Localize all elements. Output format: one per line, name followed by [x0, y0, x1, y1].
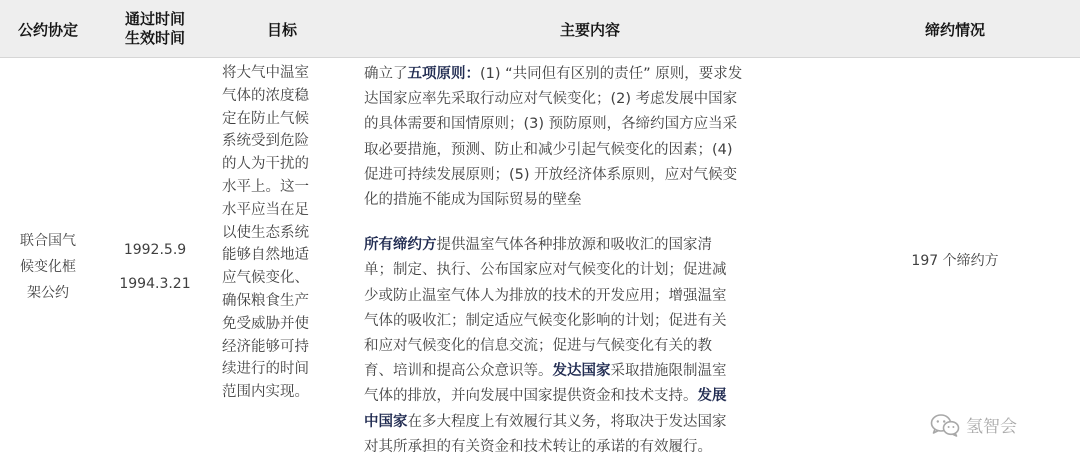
agreement-name: [0, 58, 96, 475]
goal-line: 以使生态系统: [222, 224, 309, 241]
content-line: 对其所承担的有关资金和技术转让的承诺的有效履行。: [364, 438, 712, 455]
goal-line: 应气候变化、: [222, 270, 309, 287]
content-line: [364, 410, 830, 435]
content-line: 和应对气候变化的信息交流；促进与气候变化有关的教: [364, 338, 712, 355]
content-line: 达国家应率先采取行动应对气候变化；(2) 考虑发展中国家: [364, 91, 738, 108]
content-fragment: 育、培训和提高公众意识等。: [364, 363, 553, 380]
content-line: 气体的吸收汇；制定适应气候变化影响的计划；促进有关: [364, 312, 727, 329]
parties-count: 197 个缔约方: [911, 253, 999, 269]
adopted-date: 1992.5.9: [123, 241, 187, 258]
goal-line: 续进行的时间: [222, 361, 309, 378]
agreement-name-line: 联合国气: [20, 232, 76, 249]
goal-line: 水平上。这一: [222, 178, 309, 195]
principles-prefix: 确立了: [364, 66, 408, 82]
obligations-line-rest: 提供温室气体各种排放源和吸收汇的国家清: [436, 237, 712, 254]
content-line: [364, 233, 830, 258]
wechat-icon: [930, 413, 960, 437]
goal-line: 能够自然地适: [222, 247, 309, 264]
header-agreement: 公约协定: [17, 20, 78, 39]
content-line: 促进可持续发展原则；(5) 开放经济体系原则，应对气候变: [364, 166, 738, 183]
table-header: [0, 0, 1080, 58]
content-line: [364, 384, 830, 409]
goal-line: 范围内实现。: [222, 384, 309, 401]
watermark-text: 氢智会: [966, 417, 1017, 437]
header-goal: 目标: [266, 20, 297, 39]
main-content: [364, 62, 830, 460]
watermark: [930, 412, 1017, 437]
content-fragment: 气体的排放，并向发展中国家提供资金和技术支持。: [364, 388, 698, 405]
goal-line: 将大气中温室: [222, 65, 309, 81]
principles-paragraph: [364, 62, 830, 213]
content-fragment: 采取措施限制温室: [610, 363, 727, 380]
developed-countries-heading: 发达国家: [552, 363, 611, 380]
header-parties: 缔约情况: [924, 20, 985, 39]
goal-line: 定在防止气候: [222, 110, 309, 127]
goal-text: [222, 62, 350, 404]
goal-line: 经济能够可持: [222, 338, 309, 355]
content-line: 单；制定、执行、公布国家应对气候变化的计划；促进减: [364, 262, 727, 279]
goal-line: 系统受到危险: [222, 133, 309, 150]
agreement-name-line: 架公约: [27, 284, 69, 301]
goal-line: 的人为干扰的: [222, 156, 309, 173]
obligations-paragraph: [364, 233, 830, 460]
goal-line: 气体的浓度稳: [222, 87, 309, 104]
principles-heading: 五项原则：: [407, 66, 480, 82]
header-adopted-label: 通过时间: [124, 10, 185, 28]
all-parties-heading: 所有缔约方: [364, 237, 437, 254]
content-fragment: 在多大程度上有效履行其义务，将取决于发达国家: [407, 413, 727, 430]
header-content: 主要内容: [559, 20, 620, 39]
goal-line: 确保粮食生产: [222, 292, 309, 309]
agreement-dates: [96, 58, 214, 475]
header-dates: [96, 0, 214, 58]
content-line: [364, 62, 830, 87]
header-effective-label: 生效时间: [124, 29, 185, 47]
agreement-name-line: 候变化框: [20, 258, 76, 275]
content-line: [364, 359, 830, 384]
goal-line: 水平应当在足: [222, 201, 309, 218]
content-line: 的具体需要和国情原则；(3) 预防原则，各缔约国方应当采: [364, 116, 738, 133]
developing-countries-heading-b: 中国家: [364, 413, 408, 430]
principles-line-rest: (1) “共同但有区别的责任” 原则，要求发: [480, 66, 743, 82]
content-line: 少或防止温室气体人为排放的技术的开发应用；增强温室: [364, 287, 727, 304]
content-line: 取必要措施，预测、防止和减少引起气候变化的因素；(4): [364, 141, 733, 158]
effective-date: 1994.3.21: [119, 275, 191, 292]
goal-line: 免受威胁并使: [222, 315, 309, 332]
content-line: 化的措施不能成为国际贸易的壁垒: [364, 192, 582, 209]
developing-countries-heading-a: 发展: [697, 388, 727, 405]
